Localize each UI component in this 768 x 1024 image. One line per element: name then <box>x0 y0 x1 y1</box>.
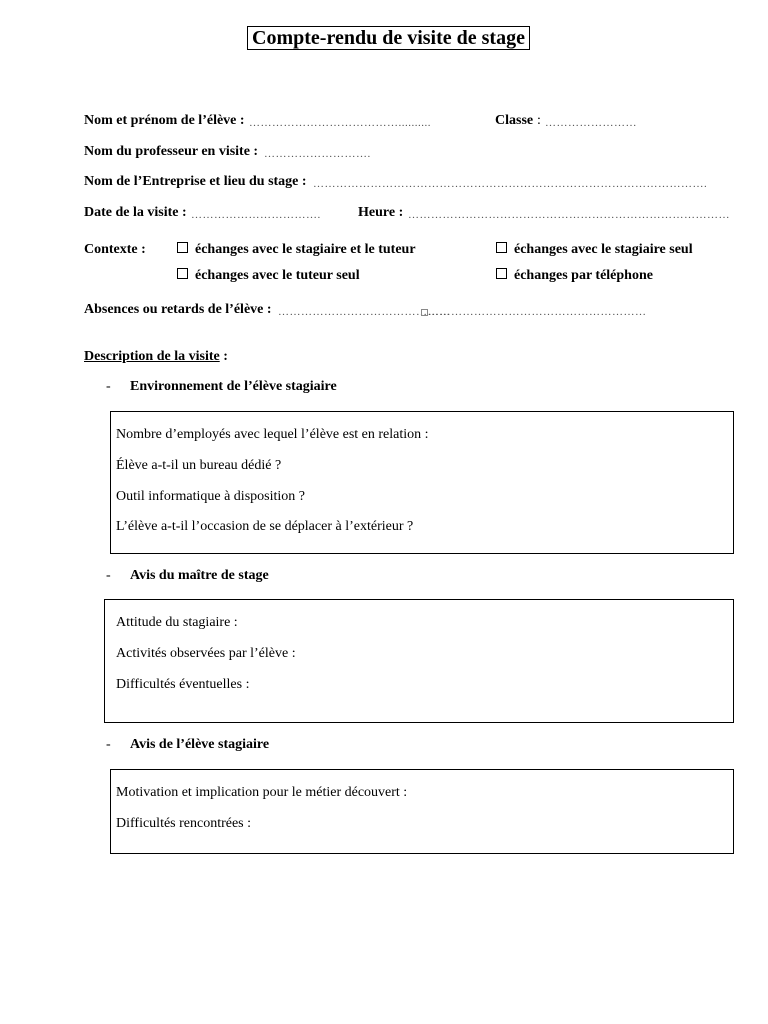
absences-field-b[interactable]: ………………………………………………… <box>428 306 647 318</box>
section-bullet: - <box>106 379 111 394</box>
class-colon: : <box>537 113 541 128</box>
student-opinion-box[interactable] <box>110 769 734 854</box>
context-option-stagiaire-tuteur[interactable] <box>177 242 416 258</box>
section-bullet: - <box>106 737 111 752</box>
teacher-field[interactable]: ………………………. <box>264 148 371 160</box>
context-option-label: échanges avec le stagiaire et le tuteur <box>195 242 416 257</box>
small-checkbox-icon[interactable] <box>421 309 428 316</box>
section-bullet: - <box>106 568 111 583</box>
question: Nombre d’employés avec lequel l’élève est en relation : <box>116 427 429 442</box>
absences-label: Absences ou retards de l’élève : <box>84 302 272 317</box>
visit-date-field[interactable]: ……………………………. <box>191 209 321 221</box>
question: Attitude du stagiaire : <box>116 615 238 630</box>
checkbox-icon[interactable] <box>177 268 188 279</box>
context-option-telephone[interactable] <box>496 268 653 284</box>
question: Difficultés éventuelles : <box>116 677 250 692</box>
section-title-environnement: Environnement de l’élève stagiaire <box>130 379 337 394</box>
question: Outil informatique à disposition ? <box>116 489 305 504</box>
question: Difficultés rencontrées : <box>116 816 252 831</box>
checkbox-icon[interactable] <box>496 242 507 253</box>
checkbox-icon[interactable] <box>177 242 188 253</box>
company-label: Nom de l’Entreprise et lieu du stage : <box>84 174 307 189</box>
context-option-label: échanges avec le tuteur seul <box>195 268 360 283</box>
teacher-label: Nom du professeur en visite : <box>84 144 259 159</box>
section-title-eleve-stagiaire: Avis de l’élève stagiaire <box>130 737 270 752</box>
context-option-label: échanges avec le stagiaire seul <box>514 242 693 257</box>
context-label: Contexte : <box>84 242 146 257</box>
tutor-opinion-box[interactable] <box>104 599 734 723</box>
checkbox-icon[interactable] <box>496 268 507 279</box>
description-heading-colon: : <box>223 349 228 364</box>
description-heading <box>84 349 228 365</box>
description-heading-text: Description de la visite <box>84 349 220 364</box>
visit-time-field[interactable]: ………………………………………………………………………… <box>408 209 730 221</box>
visit-date-label: Date de la visite : <box>84 205 187 220</box>
question: L’élève a-t-il l’occasion de se déplacer à l’extérieur ? <box>116 519 414 534</box>
context-option-label: échanges par téléphone <box>514 268 653 283</box>
question: Activités observées par l’élève : <box>116 646 296 661</box>
page-title: Compte-rendu de visite de stage <box>247 26 530 50</box>
student-name-field[interactable]: ………………………………….......... <box>249 117 431 129</box>
visit-time-label: Heure : <box>358 205 404 220</box>
section-title-maitre-de-stage: Avis du maître de stage <box>130 568 269 583</box>
context-option-stagiaire-seul[interactable] <box>496 242 693 258</box>
context-option-tuteur-seul[interactable] <box>177 268 360 284</box>
environment-box[interactable] <box>110 411 734 554</box>
student-name-label: Nom et prénom de l’élève : <box>84 113 245 128</box>
company-field[interactable]: …………………………………………………………………………………………. <box>313 178 708 190</box>
question: Motivation et implication pour le métier découvert : <box>116 785 408 800</box>
absences-field-a[interactable]: ……………………………………… <box>278 306 451 318</box>
question: Élève a-t-il un bureau dédié ? <box>116 458 282 473</box>
class-field[interactable]: …………………… <box>545 117 637 129</box>
class-label: Classe <box>495 113 534 128</box>
